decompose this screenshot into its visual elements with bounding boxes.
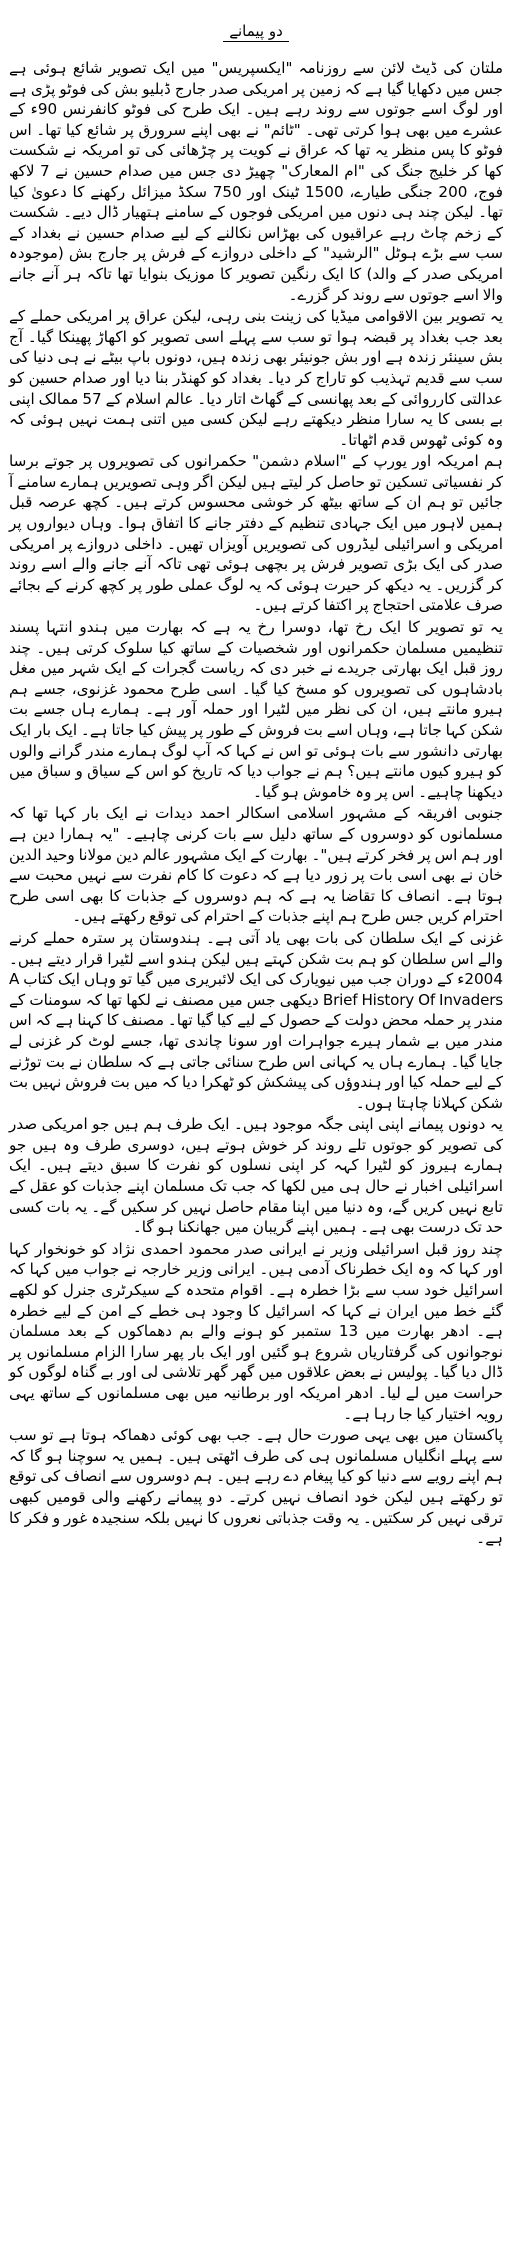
article-paragraph: غزنی کے ایک سلطان کی بات بھی یاد آتی ہے۔ ہندوستان پر سترہ حملے کرنے والے اس سلطان کو ہم بت شکن کہتے ہیں لیکن ہندو اسے لٹیرا قرار دیتے ہیں۔ 2004ء کے دوران جب میں نیویارک کی ایک لائبریری میں گیا تو وہاں ایک کتاب A Brief History Of Invaders دیکھی جس میں مصنف نے لکھا تھا کہ سومنات کے مندر پر حملہ محض دولت کے حصول کے لیے کیا گیا تھا۔ مصنف کا کہنا ہے کہ اس مندر میں بے شمار ہیرے جواہرات اور سونا چاندی تھا، جسے لوٹ کر غزنی لے جایا گیا۔ ہمارے ہاں یہ کہانی اس طرح سنائی جاتی ہے کہ سلطان نے بت توڑنے کے لیے حملہ کیا اور ہندوؤں کی پیشکش کو ٹھکرا دیا کہ میں بت فروش نہیں بت شکن کہلانا چاہتا ہوں۔	[9, 928, 503, 1112]
article-paragraph: یہ دونوں پیمانے اپنی اپنی جگہ موجود ہیں۔ ایک طرف ہم ہیں جو امریکی صدر کی تصویر کو جوتوں تلے روند کر خوش ہوتے ہیں، دوسری طرف وہ ہیں جو ہمارے ہیروز کو لٹیرا کہہ کر اپنی نسلوں کو نفرت کا سبق دیتے ہیں۔ ایک اسرائیلی اخبار نے حال ہی میں لکھا کہ جب تک مسلمان اپنے جذبات کو عقل کے تابع نہیں کریں گے، وہ دنیا میں اپنا مقام حاصل نہیں کر سکیں گے۔ یہ بات کسی حد تک درست بھی ہے۔ ہمیں اپنے گریبان میں جھانکنا ہو گا۔	[9, 1115, 503, 1237]
article-headline	[9, 0, 503, 58]
article-paragraph: چند روز قبل اسرائیلی وزیر نے ایرانی صدر محمود احمدی نژاد کو خونخوار کہا اور کہا کہ وہ ایک خطرناک آدمی ہیں۔ ایرانی وزیر خارجہ نے جواب میں کہا کہ اسرائیل خود سب سے بڑا خطرہ ہے۔ اقوام متحدہ کے سیکرٹری جنرل کو لکھے گئے خط میں ایران نے کہا کہ اسرائیل کا وجود ہی خطے کے امن کے لیے خطرہ ہے۔ ادھر بھارت میں 13 ستمبر کو ہونے والے بم دھماکوں کے بعد مسلمان نوجوانوں کی گرفتاریاں شروع ہو گئیں اور ایک بار پھر سارا الزام مسلمانوں پر ڈال دیا گیا۔ پولیس نے بعض علاقوں میں گھر گھر تلاشی لی اور بے گناہ لوگوں کو حراست میں لے لیا۔ ادھر امریکہ اور برطانیہ میں بھی مسلمانوں کے ساتھ یہی رویہ اختیار کیا جا رہا ہے۔	[9, 1239, 503, 1423]
article-paragraph: یہ تو تصویر کا ایک رخ تھا، دوسرا رخ یہ ہے کہ بھارت میں ہندو انتہا پسند تنظیمیں مسلمان حکمرانوں اور شخصیات کے ساتھ کیا سلوک کرتی ہیں۔ چند روز قبل ایک بھارتی جریدے نے خبر دی کہ ریاست گجرات کے ایک شہر میں مغل بادشاہوں کی تصویروں کو مسخ کیا گیا۔ اسی طرح محمود غزنوی، جسے ہم ہیرو مانتے ہیں، ان کی نظر میں لٹیرا اور حملہ آور ہے۔ ہمارے ہاں جسے بت شکن کہا جاتا ہے، وہاں اسے بت فروش کے طور پر پیش کیا جاتا ہے۔ ایک بار ایک بھارتی دانشور سے بات ہوئی تو اس نے کہا کہ آپ لوگ ہمارے مندر گرانے والوں کو ہیرو کیوں مانتے ہیں؟ ہم نے جواب دیا کہ تاریخ کو اس کے سیاق و سباق میں دیکھنا چاہیے۔ اس پر وہ خاموش ہو گیا۔	[9, 618, 503, 801]
article-paragraph: ملتان کی ڈیٹ لائن سے روزنامہ "ایکسپریس" میں ایک تصویر شائع ہوئی ہے جس میں دکھایا گیا ہے کہ زمین پر امریکی صدر جارج ڈبلیو بش کی فوٹو پڑی ہے اور لوگ اسے جوتوں سے روند رہے ہیں۔ ایک طرح کی فوٹو کانفرنس 90ء کے عشرے میں بھی ہوا کرتی تھی۔ "ٹائم" نے بھی اپنے سرورق پر شائع کیا تھا۔ اس فوٹو کا پس منظر یہ تھا کہ عراق نے کویت پر چڑھائی کی تو امریکہ نے شکست کھا کر خلیج جنگ کی "ام المعارک" چھیڑ دی جس میں صدام حسین نے 7 لاکھ فوج، 200 جنگی طیارے، 1500 ٹینک اور 750 سکڈ میزائل رکھنے کا دعویٰ کیا تھا۔ لیکن چند ہی دنوں میں امریکی فوجوں کے سامنے ہتھیار ڈال دیے۔ شکست کے زخم چاٹ رہے عراقیوں کی بھڑاس نکالنے کے لیے صدام حسین نے بغداد کے سب سے بڑے ہوٹل "الرشید" کے داخلی دروازے کے فرش پر جارج بش (موجودہ امریکی صدر کے والد) کا ایک رنگین تصویر کا موزیک بنوایا تھا تاکہ ہر آنے جانے والا اسے جوتوں سے روند کر گزرے۔	[9, 59, 503, 304]
article-body	[9, 58, 503, 1549]
headline-text: دو پیمانے	[223, 22, 289, 42]
article-paragraph: یہ تصویر بین الاقوامی میڈیا کی زینت بنی رہی، لیکن عراق پر امریکی حملے کے بعد جب بغداد پر قبضہ ہوا تو سب سے پہلے اسی تصویر کو اکھاڑ پھینکا گیا۔ آج بش سینئر زندہ ہے اور بش جونیئر بھی زندہ ہیں، دونوں باپ بیٹے نے ہی دنیا کی سب سے قدیم تہذیب کو تاراج کر دیا۔ بغداد کو کھنڈر بنا دیا اور صدام حسین کو عدالتی کارروائی کے بعد پھانسی کے گھاٹ اتار دیا۔ عالم اسلام کے 57 ممالک اپنی بے بسی کا یہ سارا منظر دیکھتے رہے لیکن کسی میں اتنی ہمت نہیں ہوئی کہ وہ کوئی ٹھوس قدم اٹھاتا۔	[9, 307, 503, 449]
article-paragraph: ہم امریکہ اور یورپ کے "اسلام دشمن" حکمرانوں کی تصویروں پر جوتے برسا کر نفسیاتی تسکین تو حاصل کر لیتے ہیں لیکن اگر وہی تصویریں ہمارے سامنے آ جائیں تو ہم ان کے ساتھ بیٹھ کر خوشی محسوس کرتے ہیں۔ کچھ عرصہ قبل ہمیں لاہور میں ایک جہادی تنظیم کے دفتر جانے کا اتفاق ہوا۔ وہاں دیواروں پر امریکی و اسرائیلی لیڈروں کی تصویریں آویزاں تھیں۔ داخلی دروازے پر امریکی صدر کی ایک بڑی تصویر فرش پر بچھی ہوئی تھی تاکہ آنے جانے والے اسے روند کر گزریں۔ یہ دیکھ کر حیرت ہوئی کہ یہ لوگ عملی طور پر کچھ کرنے کے بجائے صرف علامتی احتجاج پر اکتفا کرتے ہیں۔	[9, 452, 503, 615]
article-paragraph: پاکستان میں بھی یہی صورت حال ہے۔ جب بھی کوئی دھماکہ ہوتا ہے تو سب سے پہلے انگلیاں مسلمانوں ہی کی طرف اٹھتی ہیں۔ ہمیں یہ سوچنا ہو گا کہ ہم اپنے رویے سے دنیا کو کیا پیغام دے رہے ہیں۔ ہم دوسروں سے انصاف کی توقع تو رکھتے ہیں لیکن خود انصاف نہیں کرتے۔ دو پیمانے رکھنے والی قومیں کبھی ترقی نہیں کر سکتیں۔ یہ وقت جذباتی نعروں کا نہیں بلکہ سنجیدہ غور و فکر کا ہے۔	[9, 1426, 503, 1548]
article-paragraph: جنوبی افریقہ کے مشہور اسلامی اسکالر احمد دیدات نے ایک بار کہا تھا کہ مسلمانوں کو دوسروں کے ساتھ دلیل سے بات کرنی چاہیے۔ "یہ ہمارا دین ہے اور ہم اس پر فخر کرتے ہیں"۔ بھارت کے ایک مشہور عالم دین مولانا وحید الدین خان نے بھی اسی بات پر زور دیا ہے کہ دعوت کا کام نفرت سے نہیں محبت سے ہوتا ہے۔ انصاف کا تقاضا یہ ہے کہ ہم دوسروں کے جذبات کا بھی اسی طرح احترام کریں جس طرح ہم اپنے جذبات کے احترام کی توقع رکھتے ہیں۔	[9, 804, 503, 926]
